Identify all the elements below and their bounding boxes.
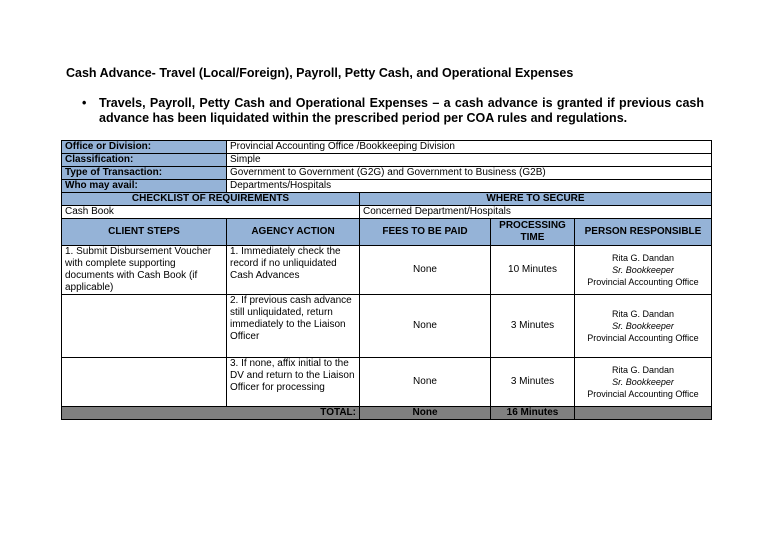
- agency-action: 3. If none, affix initial to the DV and return to the Liaison Officer for processing: [227, 358, 360, 407]
- where-item: Concerned Department/Hospitals: [360, 206, 712, 219]
- transaction-row: [62, 167, 712, 180]
- person-responsible-header: PERSON RESPONSIBLE: [575, 219, 712, 246]
- total-label: TOTAL:: [62, 407, 360, 420]
- classification-value: Simple: [227, 154, 712, 167]
- person-name: Rita G. Dandan: [611, 365, 675, 375]
- office-row: [62, 141, 712, 154]
- office-label: Office or Division:: [62, 141, 227, 154]
- step-row: [62, 246, 712, 295]
- step-row: [62, 295, 712, 358]
- person-name: Rita G. Dandan: [611, 309, 675, 319]
- fee-value: None: [360, 358, 491, 407]
- person-office: Provincial Accounting Office: [587, 389, 699, 399]
- avail-label: Who may avail:: [62, 180, 227, 193]
- person-title: Sr. Bookkeeper: [612, 321, 674, 331]
- checklist-item: Cash Book: [62, 206, 360, 219]
- person-name: Rita G. Dandan: [611, 253, 675, 263]
- client-step: [62, 358, 227, 407]
- checklist-header: CHECKLIST OF REQUIREMENTS: [62, 193, 360, 206]
- where-header: WHERE TO SECURE: [360, 193, 712, 206]
- person-title: Sr. Bookkeeper: [612, 377, 674, 387]
- avail-value: Departments/Hospitals: [227, 180, 712, 193]
- client-steps-header: CLIENT STEPS: [62, 219, 227, 246]
- requirements-row: [62, 206, 712, 219]
- bullet-text: Travels, Payroll, Petty Cash and Operational Expenses – a cash advance is granted if previous cash advance has been liquidated within the prescribed period per COA rules and regulations.: [99, 96, 704, 125]
- office-value: Provincial Accounting Office /Bookkeeping Division: [227, 141, 712, 154]
- agency-action-header: AGENCY ACTION: [227, 219, 360, 246]
- document-title: Cash Advance- Travel (Local/Foreign), Payroll, Petty Cash, and Operational Expenses: [66, 66, 574, 80]
- client-step: 1. Submit Disbursement Voucher with complete supporting documents with Cash Book (if applicable): [62, 246, 227, 295]
- processing-time-header: PROCESSING TIME: [491, 219, 575, 246]
- fee-value: None: [360, 246, 491, 295]
- person-office: Provincial Accounting Office: [587, 277, 699, 287]
- agency-action: 2. If previous cash advance still unliquidated, return immediately to the Liaison Officer: [227, 295, 360, 358]
- classification-row: [62, 154, 712, 167]
- column-header-row: [62, 219, 712, 246]
- agency-action: 1. Immediately check the record if no unliquidated Cash Advances: [227, 246, 360, 295]
- transaction-label: Type of Transaction:: [62, 167, 227, 180]
- citizen-charter-table: [61, 140, 712, 420]
- total-time: 16 Minutes: [491, 407, 575, 420]
- step-row: [62, 358, 712, 407]
- bullet-icon: •: [82, 96, 87, 110]
- person-cell: [575, 295, 712, 358]
- total-fees: None: [360, 407, 491, 420]
- bullet-paragraph: [82, 96, 704, 126]
- person-title: Sr. Bookkeeper: [612, 265, 674, 275]
- fee-value: None: [360, 295, 491, 358]
- time-value: 3 Minutes: [491, 358, 575, 407]
- total-person: [575, 407, 712, 420]
- classification-label: Classification:: [62, 154, 227, 167]
- time-value: 3 Minutes: [491, 295, 575, 358]
- fees-header: FEES TO BE PAID: [360, 219, 491, 246]
- time-value: 10 Minutes: [491, 246, 575, 295]
- total-row: [62, 407, 712, 420]
- avail-row: [62, 180, 712, 193]
- transaction-value: Government to Government (G2G) and Government to Business (G2B): [227, 167, 712, 180]
- client-step: [62, 295, 227, 358]
- person-cell: [575, 358, 712, 407]
- requirements-header-row: [62, 193, 712, 206]
- person-cell: [575, 246, 712, 295]
- person-office: Provincial Accounting Office: [587, 333, 699, 343]
